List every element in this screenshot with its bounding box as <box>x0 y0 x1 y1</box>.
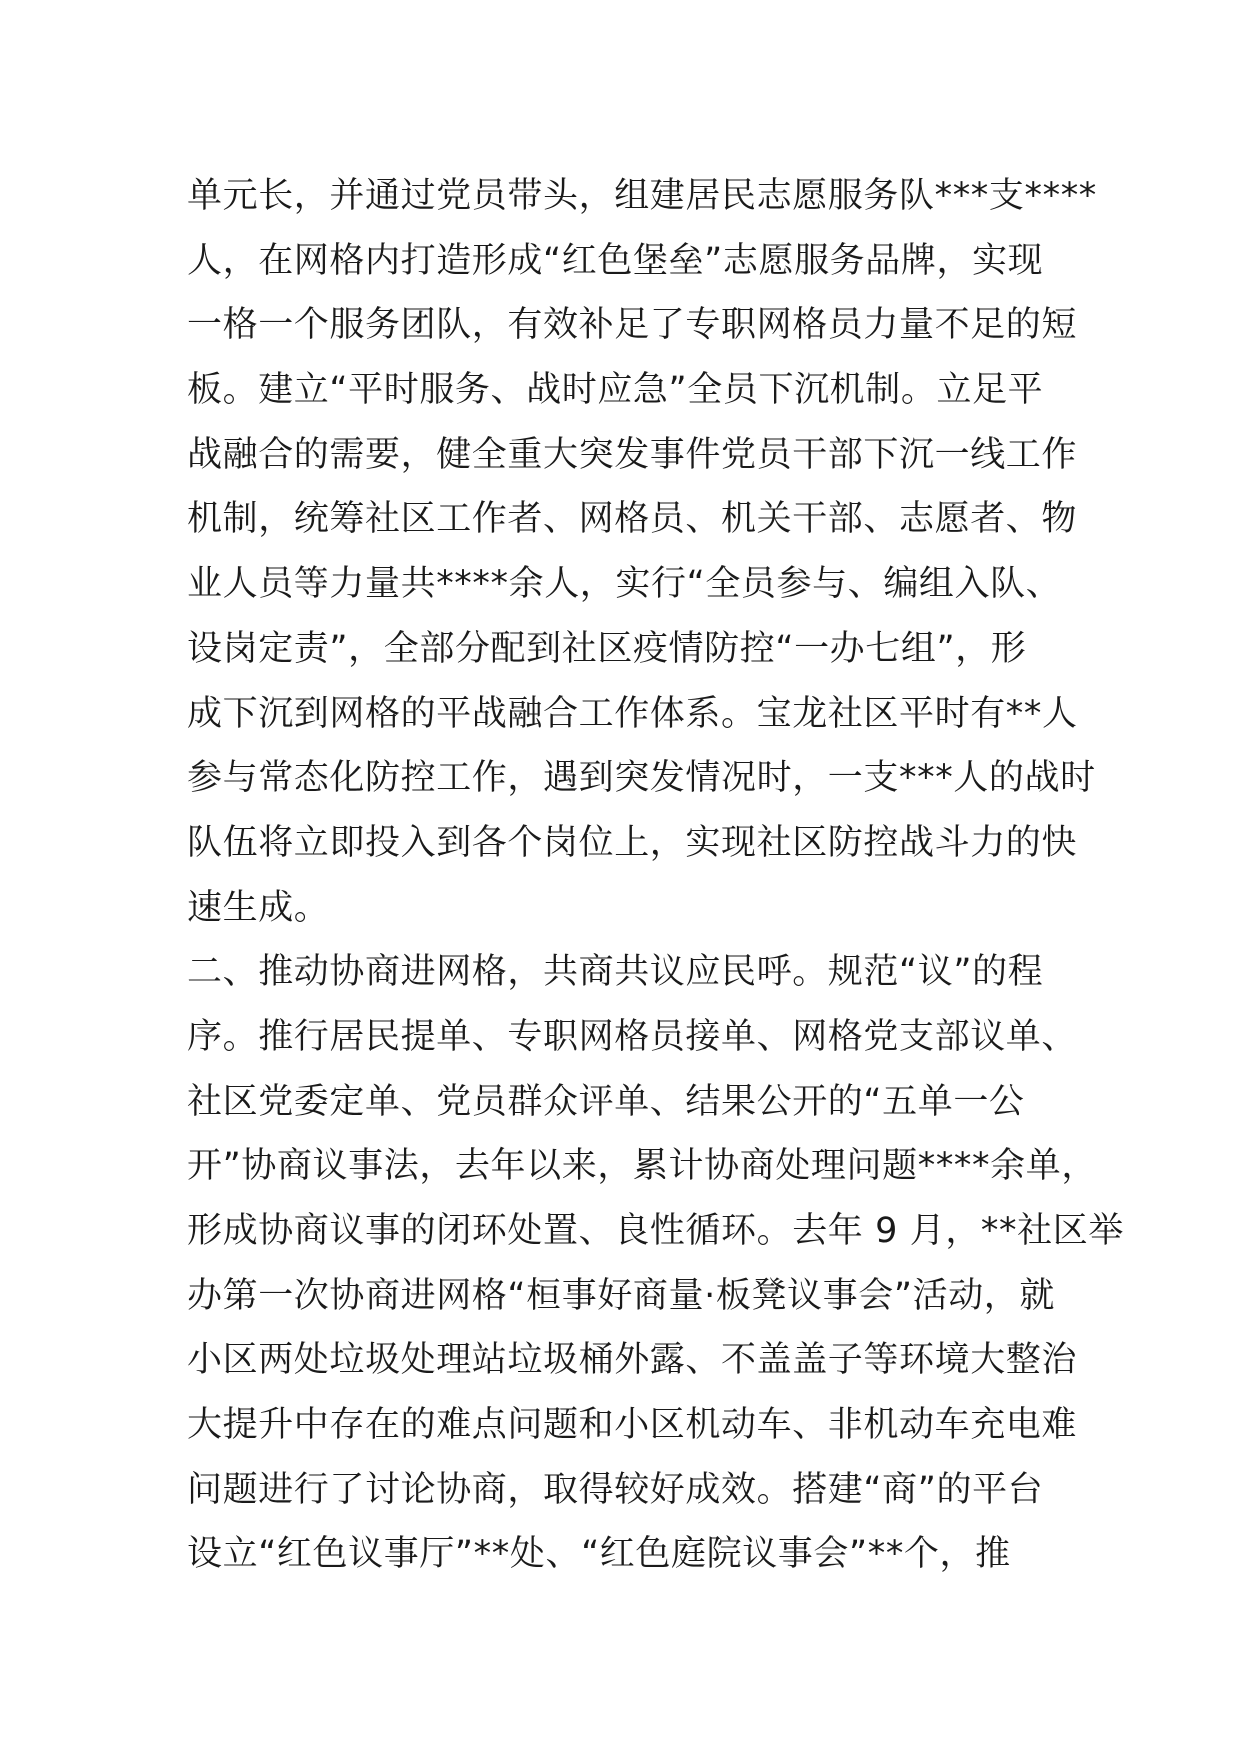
text-line: 参与常态化防控工作，遇到突发情况时，一支***人的战时 <box>187 758 1096 799</box>
text-line: 业人员等力量共****余人，实行“全员参与、编组入队、 <box>187 564 1062 605</box>
text-line: 形成协商议事的闭环处置、良性循环。去年 9 月，**社区举 <box>187 1211 1124 1251</box>
text-line: 设岗定责”，全部分配到社区疫情防控“一办七组”，形 <box>187 628 1027 669</box>
text-line: 设立“红色议事厅”**处、“红色庭院议事会”**个，推 <box>187 1534 1011 1575</box>
text-line: 序。推行居民提单、专职网格员接单、网格党支部议单、 <box>187 1016 1078 1057</box>
text-line: 办第一次协商进网格“桓事好商量·板凳议事会”活动，就 <box>187 1275 1055 1316</box>
text-line: 大提升中存在的难点问题和小区机动车、非机动车充电难 <box>187 1405 1078 1446</box>
text-line: 社区党委定单、党员群众评单、结果公开的“五单一公 <box>187 1081 1025 1122</box>
text-line: 单元长，并通过党员带头，组建居民志愿服务队***支**** <box>187 176 1097 216</box>
text-line: 机制，统筹社区工作者、网格员、机关干部、志愿者、物 <box>187 499 1078 540</box>
text-line: 战融合的需要，健全重大突发事件党员干部下沉一线工作 <box>187 434 1078 475</box>
text-line: 问题进行了讨论协商，取得较好成效。搭建“商”的平台 <box>187 1469 1044 1510</box>
text-line: 一格一个服务团队，有效补足了专职网格员力量不足的短 <box>187 305 1078 346</box>
body-text <box>187 164 1124 1587</box>
text-line: 人，在网格内打造形成“红色堡垒”志愿服务品牌，实现 <box>187 240 1044 281</box>
text-line: 队伍将立即投入到各个岗位上，实现社区防控战斗力的快 <box>187 822 1078 863</box>
text-line: 小区两处垃圾处理站垃圾桶外露、不盖盖子等环境大整治 <box>187 1340 1078 1381</box>
text-line: 成下沉到网格的平战融合工作体系。宝龙社区平时有**人 <box>187 693 1078 734</box>
section-heading-line: 二、推动协商进网格，共商共议应民呼。规范“议”的程 <box>187 952 1044 993</box>
text-line: 速生成。 <box>187 887 330 928</box>
text-line: 板。建立“平时服务、战时应急”全员下沉机制。立足平 <box>187 370 1044 411</box>
text-line: 开”协商议事法，去年以来，累计协商处理问题****余单， <box>187 1146 1097 1187</box>
